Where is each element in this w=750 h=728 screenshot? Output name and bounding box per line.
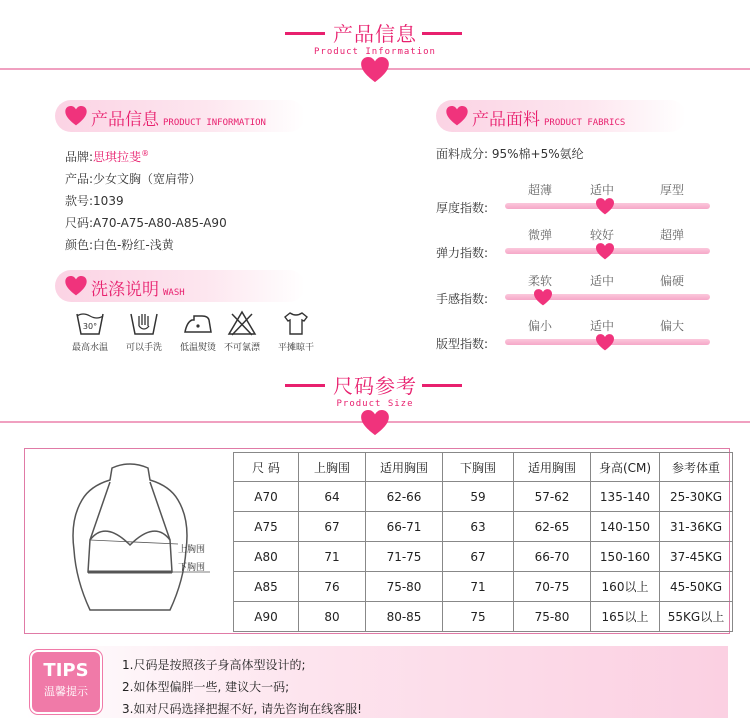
table-cell: 64 (299, 482, 366, 512)
scale-option: 偏小 (528, 319, 553, 333)
table-cell: 71-75 (366, 542, 443, 572)
table-cell: 66-71 (366, 512, 443, 542)
table-cell: 150-160 (591, 542, 660, 572)
table-header-row (234, 453, 733, 482)
table-cell: 37-45KG (660, 542, 733, 572)
table-cell: 45-50KG (660, 572, 733, 602)
table-header-cell: 参考体重 (660, 453, 733, 482)
scale-label: 弹力指数: (436, 246, 489, 260)
wash-item: 可以手洗 (116, 310, 172, 353)
tips-badge: TIPS 温馨提示 (30, 650, 102, 714)
scale-marker-heart-icon (596, 198, 614, 215)
scale-marker-heart-icon (534, 289, 552, 306)
section-title-size: 尺码参考 Product Size (333, 374, 417, 409)
table-cell: 71 (299, 542, 366, 572)
product-info-heading: 产品信息 PRODUCT INFORMATION (55, 100, 305, 132)
svg-text:下胸围: 下胸围 (178, 563, 206, 573)
wash-item: 低温熨烫 (170, 310, 226, 353)
scale-label: 版型指数: (436, 337, 489, 351)
scale-option: 适中 (590, 319, 615, 333)
low-iron-icon (182, 310, 214, 336)
table-cell: 71 (443, 572, 514, 602)
table-cell: 57-62 (514, 482, 591, 512)
table-header-cell: 尺 码 (234, 453, 299, 482)
scale-option: 厚型 (660, 183, 685, 197)
svg-text:上胸围: 上胸围 (178, 545, 206, 555)
table-cell: 31-36KG (660, 512, 733, 542)
heart-icon (361, 57, 389, 83)
table-cell: 63 (443, 512, 514, 542)
table-header-cell: 上胸围 (299, 453, 366, 482)
heart-icon (361, 410, 389, 436)
table-cell: 75-80 (514, 602, 591, 632)
fabric-composition: 面料成分: 95%棉+5%氨纶 (436, 147, 584, 161)
heart-icon (65, 106, 87, 126)
scale-label: 厚度指数: (436, 201, 489, 215)
scale-option: 超薄 (528, 183, 553, 197)
table-cell: A80 (234, 542, 299, 572)
table-cell: 80 (299, 602, 366, 632)
scale-option: 适中 (590, 274, 615, 288)
scale-option: 较好 (590, 228, 615, 242)
section-title-product: 产品信息 Product Information (314, 22, 436, 57)
table-cell: 160以上 (591, 572, 660, 602)
table-row (234, 602, 733, 632)
table-cell: 135-140 (591, 482, 660, 512)
svg-text:30°: 30° (82, 322, 98, 331)
bust-diagram (50, 460, 220, 620)
table-cell: 67 (299, 512, 366, 542)
table-cell: A90 (234, 602, 299, 632)
table-cell: 76 (299, 572, 366, 602)
table-cell: 80-85 (366, 602, 443, 632)
tips-list (122, 654, 362, 720)
scale-option: 微弹 (528, 228, 553, 242)
table-row (234, 512, 733, 542)
table-cell: 66-70 (514, 542, 591, 572)
scale-option: 适中 (590, 183, 615, 197)
table-cell: 75-80 (366, 572, 443, 602)
scale-option: 柔软 (528, 274, 553, 288)
no-bleach-icon (227, 310, 257, 336)
table-cell: 25-30KG (660, 482, 733, 512)
wash-30-icon (75, 310, 105, 336)
scale-marker-heart-icon (596, 243, 614, 260)
heart-icon (446, 106, 468, 126)
scale-option: 超弹 (660, 228, 685, 242)
table-row (234, 542, 733, 572)
table-cell: 67 (443, 542, 514, 572)
product-info-list: 品牌:思琪拉斐® 产品:少女文胸（宽肩带） 款号:1039 尺码:A70-A75-A80-A85-A90 颜色:白色-粉红-浅黄 (65, 149, 227, 252)
scale-option: 偏大 (660, 319, 685, 333)
tip-line: 2.如体型偏胖一些, 建议大一码; (122, 680, 290, 694)
scale-label: 手感指数: (436, 292, 489, 306)
table-cell: 55KG以上 (660, 602, 733, 632)
scale-marker-heart-icon (596, 334, 614, 351)
table-cell: 62-66 (366, 482, 443, 512)
table-header-cell: 身高(CM) (591, 453, 660, 482)
hand-wash-icon (129, 310, 159, 336)
table-row (234, 572, 733, 602)
wash-item: 不可氯漂 (214, 310, 270, 353)
table-cell: 59 (443, 482, 514, 512)
table-cell: A85 (234, 572, 299, 602)
table-header-cell: 下胸围 (443, 453, 514, 482)
size-table (233, 452, 733, 632)
flat-dry-icon (281, 310, 311, 336)
wash-item: 平摊晾干 (268, 310, 324, 353)
fabrics-heading: 产品面料 PRODUCT FABRICS (436, 100, 686, 132)
tip-line: 1.尺码是按照孩子身高体型设计的; (122, 658, 306, 672)
table-header-cell: 适用胸围 (514, 453, 591, 482)
table-cell: A75 (234, 512, 299, 542)
wash-heading: 洗涤说明 WASH (55, 270, 305, 302)
table-cell: A70 (234, 482, 299, 512)
tip-line: 3.如对尺码选择把握不好, 请先咨询在线客服! (122, 702, 362, 716)
brand-name: 思琪拉斐 (93, 150, 142, 164)
wash-item: 30° 最高水温 (62, 310, 118, 353)
table-cell: 140-150 (591, 512, 660, 542)
scale-option: 偏硬 (660, 274, 685, 288)
table-cell: 70-75 (514, 572, 591, 602)
table-cell: 75 (443, 602, 514, 632)
table-row (234, 482, 733, 512)
table-cell: 165以上 (591, 602, 660, 632)
table-header-cell: 适用胸围 (366, 453, 443, 482)
heart-icon (65, 276, 87, 296)
table-cell: 62-65 (514, 512, 591, 542)
